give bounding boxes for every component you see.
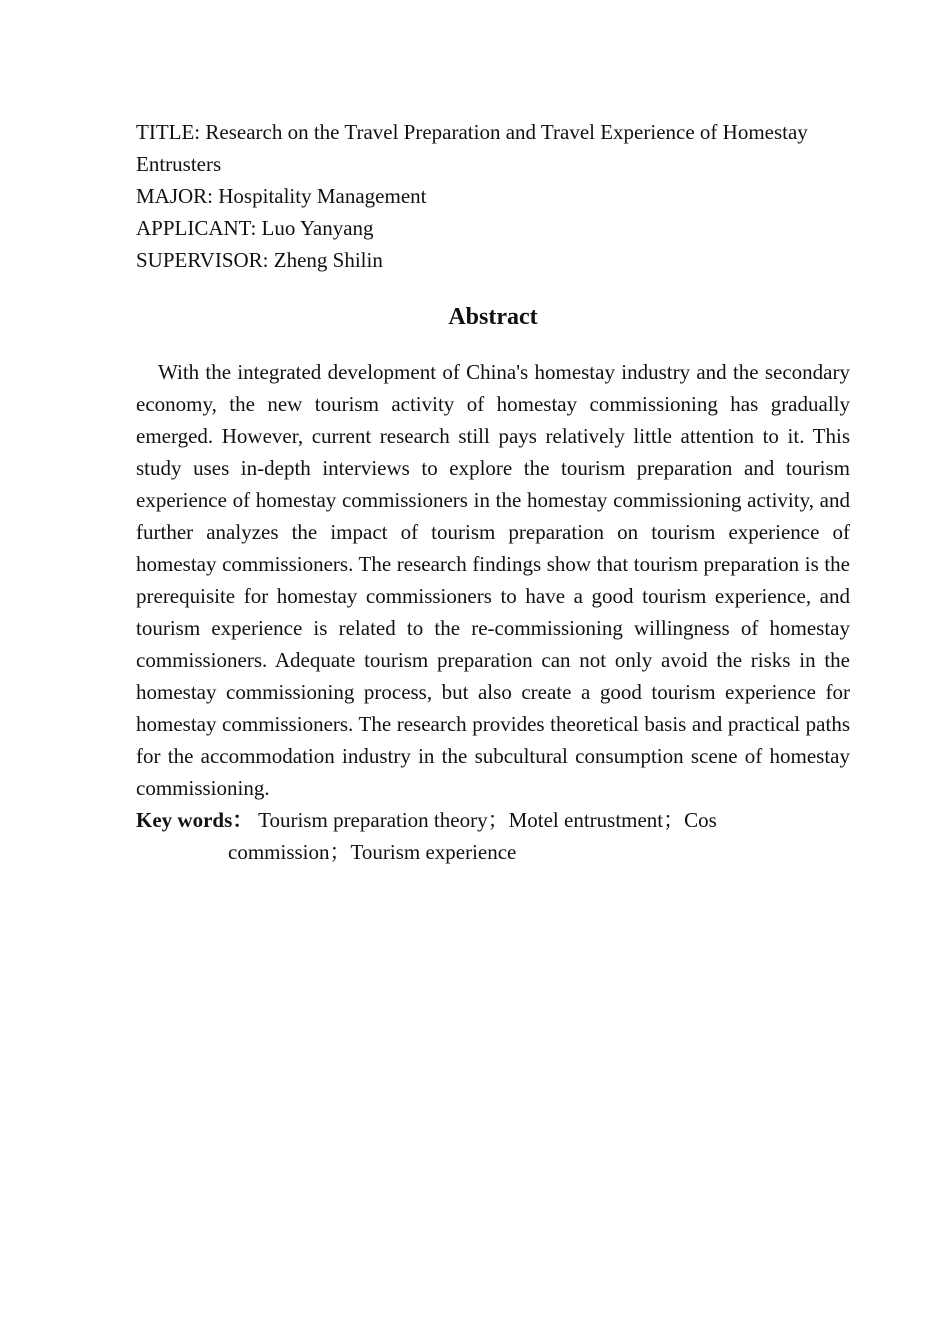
keywords-label: Key words： [136,808,254,832]
keywords-line-1: Tourism preparation theory；Motel entrustment；Cos [253,808,717,832]
major-line: MAJOR: Hospitality Management [136,184,427,208]
abstract-heading: Abstract [448,304,538,330]
supervisor-line: SUPERVISOR: Zheng Shilin [136,248,383,272]
keywords-block [136,804,850,868]
keywords-line-2: commission；Tourism experience [228,840,517,864]
thesis-title: TITLE: Research on the Travel Preparation and Travel Experience of Homestay Entrusters [136,120,808,176]
document-page [136,116,850,868]
applicant-line: APPLICANT: Luo Yanyang [136,216,374,240]
abstract-body: With the integrated development of China's homestay industry and the secondary economy, the new tourism activity of homestay commissioning has gradually emerged. However, current research still pays relatively little attention to it. This study uses in-depth interviews to explore the tourism preparation and tourism experience of homestay commissioners in the homestay commissioning activity, and further analyzes the impact of tourism preparation on tourism experience of homestay commissioners. The research findings show that tourism preparation is the prerequisite for homestay commissioners to have a good tourism experience, and tourism experience is related to the re-commissioning willingness of homestay commissioners. Adequate tourism preparation can not only avoid the risks in the homestay commissioning process, but also create a good tourism experience for homestay commissioners. The research provides theoretical basis and practical paths for the accommodation industry in the subcultural consumption scene of homestay commissioning. [136,360,850,800]
